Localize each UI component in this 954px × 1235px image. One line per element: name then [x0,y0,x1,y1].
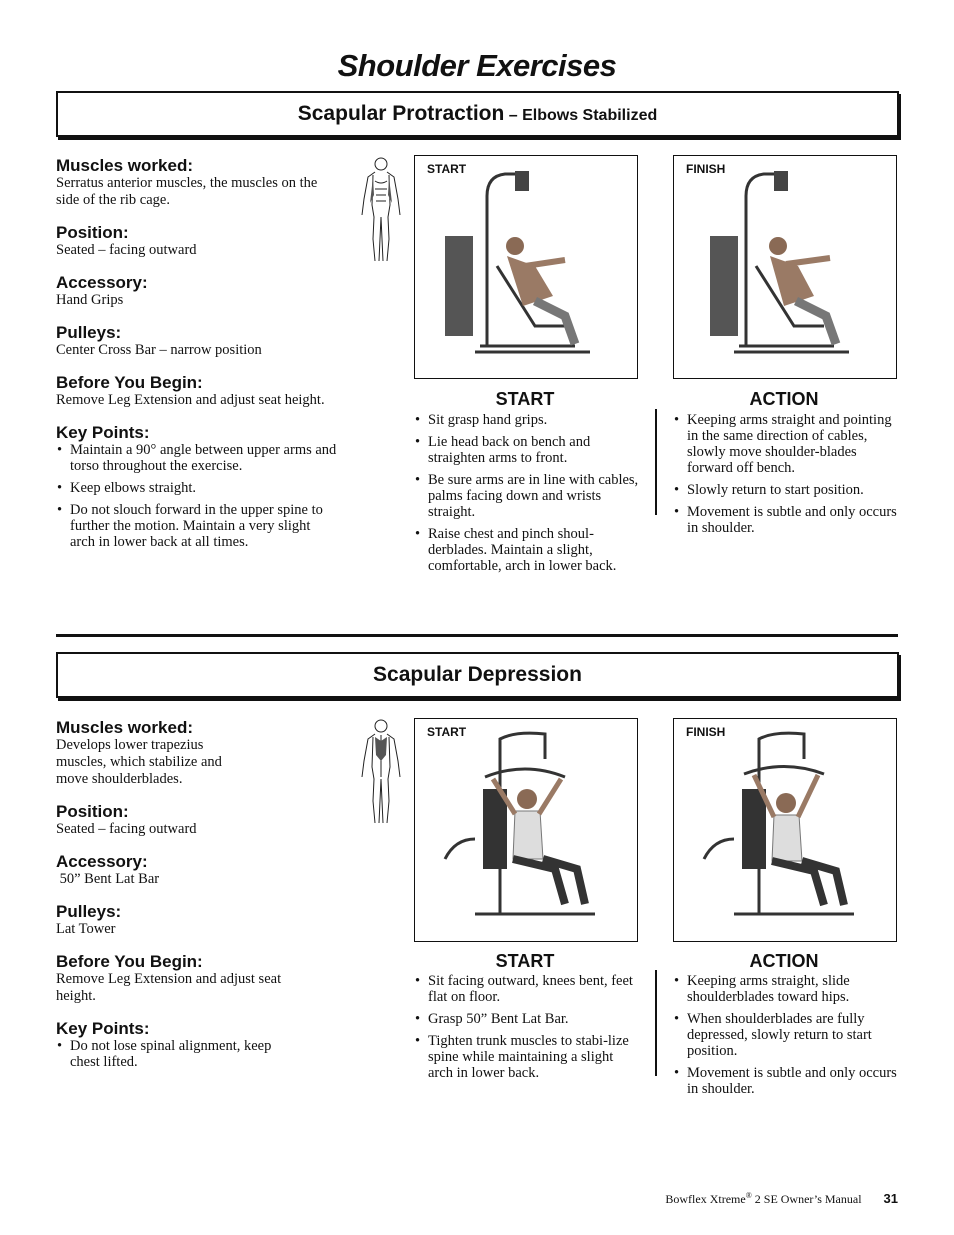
manual-name-suffix: 2 SE Owner’s Manual [751,1192,862,1206]
position-text: Seated – facing outward [56,242,197,258]
registered-mark: ® [745,1191,752,1200]
before-heading: Before You Begin: [56,952,203,971]
page-title: Shoulder Exercises [337,48,617,83]
action-heading: ACTION [749,389,819,409]
list-item: • Sit facing outward, knees bent, feet flat on floor. [414,973,640,1005]
start-list [414,412,646,580]
list-item: • Slowly return to start position. [673,482,901,498]
start-photo-depression [414,718,638,942]
keypoints-list [56,1038,346,1070]
before-heading: Before You Begin: [56,373,203,392]
exercise-details-depression [56,718,346,1076]
manual-name: Bowflex Xtreme [665,1192,746,1206]
pulleys-text: Center Cross Bar – narrow position [56,342,262,358]
list-item: • Sit grasp hand grips. [414,412,646,428]
start-photo-protraction [414,155,638,379]
accessory-text: Hand Grips [56,292,124,308]
position-heading: Position: [56,223,129,242]
list-item: • Maintain a 90° angle between upper arms and torso throughout the exercise. [56,442,346,474]
anatomy-front-icon [358,155,404,265]
list-item: • Movement is subtle and only occurs in shoulder. [673,504,901,536]
anatomy-back-icon [358,717,404,827]
muscles-text: Serratus anterior muscles, the muscles on the side of the rib cage. [56,175,318,208]
list-item: • Tighten trunk muscles to stabi-lize spine while maintaining a slight arch in lower back. [414,1033,640,1081]
section-divider [56,634,898,637]
list-item: • Do not lose spinal alignment, keep chest lifted. [56,1038,275,1070]
section-title: Scapular Depression [373,663,582,686]
list-item: • Keep elbows straight. [56,480,346,496]
muscles-heading: Muscles worked: [56,156,193,175]
start-heading: START [495,389,555,409]
action-list [673,973,901,1103]
list-item: • Movement is subtle and only occurs in shoulder. [673,1065,901,1097]
finish-photo-depression [673,718,897,942]
page-number: 31 [883,1191,898,1206]
action-heading: ACTION [749,951,819,971]
photo-label: FINISH [686,162,726,176]
list-item: • Keeping arms straight, slide shoulderblades toward hips. [673,973,901,1005]
column-divider [655,970,657,1076]
exercise-details-protraction [56,156,346,556]
keypoints-heading: Key Points: [56,423,150,442]
section-header-depression [56,652,899,698]
page-footer [665,1191,898,1207]
before-text: Remove Leg Extension and adjust seat height. [56,392,325,408]
accessory-text: 50” Bent Lat Bar [56,871,160,887]
list-item: • Grasp 50” Bent Lat Bar. [414,1011,640,1027]
action-list [673,412,901,542]
muscles-heading: Muscles worked: [56,718,193,737]
before-text: Remove Leg Extension and adjust seat height. [56,971,282,1004]
photo-label: START [427,725,467,739]
start-list [414,973,640,1087]
list-item: • Lie head back on bench and straighten arms to front. [414,434,646,466]
section-subtitle: – Elbows Stabilized [504,107,658,124]
start-heading: START [495,951,555,971]
muscles-text: Develops lower trapezius muscles, which stabilize and move shoulderblades. [56,737,222,787]
list-item: • Do not slouch forward in the upper spine to further the motion. Maintain a very slight arch in lower back at all times. [56,502,325,550]
column-divider [655,409,657,515]
list-item: • Raise chest and pinch shoul-derblades. Maintain a slight, comfortable, arch in lower back. [414,526,646,574]
position-text: Seated – facing outward [56,821,197,837]
keypoints-list [56,442,346,550]
position-heading: Position: [56,802,129,821]
finish-photo-protraction [673,155,897,379]
pulleys-heading: Pulleys: [56,323,122,342]
accessory-heading: Accessory: [56,273,148,292]
pulleys-heading: Pulleys: [56,902,122,921]
section-header-protraction [56,91,899,137]
pulleys-text: Lat Tower [56,921,116,937]
photo-label: FINISH [686,725,726,739]
section-title: Scapular Protraction [297,102,505,125]
photo-label: START [427,162,467,176]
list-item: • Be sure arms are in line with cables, palms facing down and wrists straight. [414,472,646,520]
accessory-heading: Accessory: [56,852,148,871]
list-item: • When shoulderblades are fully depressed, slowly return to start position. [673,1011,901,1059]
list-item: • Keeping arms straight and pointing in the same direction of cables, slowly move shoulder-blades forward off bench. [673,412,901,476]
keypoints-heading: Key Points: [56,1019,150,1038]
